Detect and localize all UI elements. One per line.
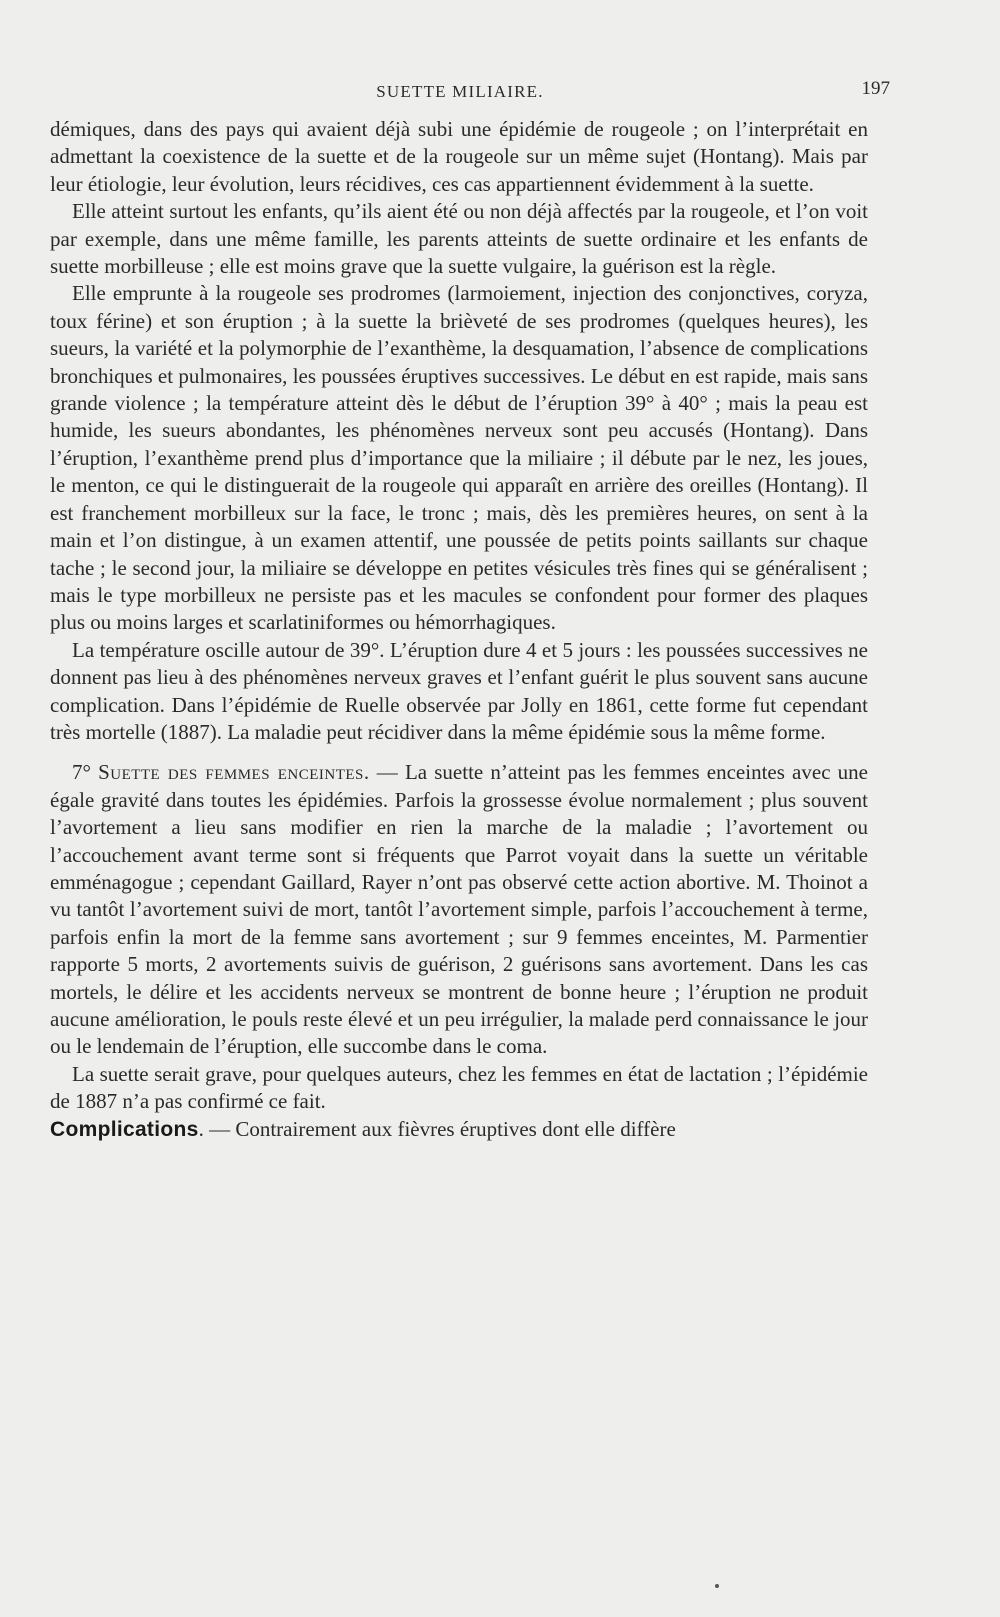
- paper-speck: [715, 1584, 719, 1588]
- running-title: SUETTE MILIAIRE.: [376, 82, 544, 101]
- running-head: [40, 78, 890, 108]
- section-heading-complications: Complications: [50, 1117, 199, 1141]
- paragraph-prodromes: Elle emprunte à la rougeole ses prodromes (larmoiement, injection des conjonctives, coryza, toux férine) et son éruption ; à la suette la brièveté de ses prodromes (quelques heures), les sueurs, la variété et la polymorphie de l’exanthème, la desquamation, l’absence de complications bronchiques et pulmonaires, les poussées éruptives successives. Le début en est rapide, mais sans grande violence ; la température atteint dès le début de l’éruption 39° à 40° ; mais la peau est humide, les sueurs abondantes, les phénomènes nerveux sont peu accusés (Hontang). Dans l’éruption, l’exanthème prend plus d’importance que la miliaire ; il débute par le nez, les joues, le menton, ce qui le distinguerait de la rougeole qui apparaît en arrière des oreilles (Hontang). Il est franchement morbilleux sur la face, le tronc ; mais, dès les premières heures, on sent à la main et l’on distingue, à un examen attentif, une poussée de petits points saillants sur chaque tache ; le second jour, la miliaire se développe en petites vésicules très fines qui se généralisent ; mais le type morbilleux ne persiste pas et les macules se confondent pour former des plaques plus ou moins larges et scarlatiniformes ou hémorrhagiques.: [50, 281, 868, 635]
- paragraph-temperature: La température oscille autour de 39°. L’éruption dure 4 et 5 jours : les poussées successives ne donnent pas lieu à des phénomènes nerveux graves et l’enfant guérit le plus souvent sans aucune complication. Dans l’épidémie de Ruelle observée par Jolly en 1861, cette forme fut cependant très mortelle (1887). La maladie peut récidiver dans la même épidémie sous la même forme.: [50, 637, 868, 744]
- paragraph-children: Elle atteint surtout les enfants, qu’ils aient été ou non déjà affectés par la rougeole, et l’on voit par exemple, dans une même famille, les parents atteints de suette ordinaire et les enfants de suette morbilleuse ; elle est moins grave que la suette vulgaire, la guérison est la règle.: [50, 199, 868, 279]
- section-number: 7°: [72, 760, 91, 785]
- paragraph-lactation: La suette serait grave, pour quelques auteurs, chez les femmes en état de lactation ; l’épidémie de 1887 n’a pas confirmé ce fait.: [50, 1061, 868, 1114]
- paragraph-continued: démiques, dans des pays qui avaient déjà subi une épidémie de rougeole ; on l’interprétait en admettant la coexistence de la suette et de la rougeole sur un même sujet (Hontang). Mais par leur étiologie, leur évolution, leurs récidives, ces cas appartiennent évidemment à la suette.: [50, 117, 868, 196]
- paragraph-pregnant-women: [50, 759, 868, 1060]
- section-body-pregnant-women: — La suette n’atteint pas les femmes enceintes avec une égale gravité dans toutes les épidémies. Parfois la grossesse évolue normalement ; plus souvent l’avortement a lieu sans modifier en rien la marche de la maladie ; l’avortement ou l’accouchement avant terme sont si fréquents que Parrot voyait dans la suette un véritable emménagogue ; cependant Gaillard, Rayer n’ont pas observé cette action abortive. M. Thoinot a vu tantôt l’avortement suivi de mort, tantôt l’avortement simple, parfois l’accouchement à terme, parfois enfin la mort de la femme sans avortement ; sur 9 femmes enceintes, M. Parmentier rapporte 5 morts, 2 avortements suivis de guérison, 2 guérisons sans avortement. Dans les cas mortels, le délire et les accidents nerveux se montrent de bonne heure ; l’éruption ne produit aucune amélioration, le pouls reste élevé et un peu irrégulier, la malade perd connaissance le jour ou le lendemain de l’éruption, elle succombe dans le coma.: [50, 760, 868, 1059]
- page-number: 197: [861, 78, 890, 99]
- section-body-complications: . — Contrairement aux fièvres éruptives dont elle diffère: [198, 1116, 676, 1141]
- paragraph-complications: [50, 1116, 868, 1143]
- section-heading-pregnant-women: Suette des femmes enceintes.: [98, 760, 370, 785]
- body-text: [50, 116, 868, 1143]
